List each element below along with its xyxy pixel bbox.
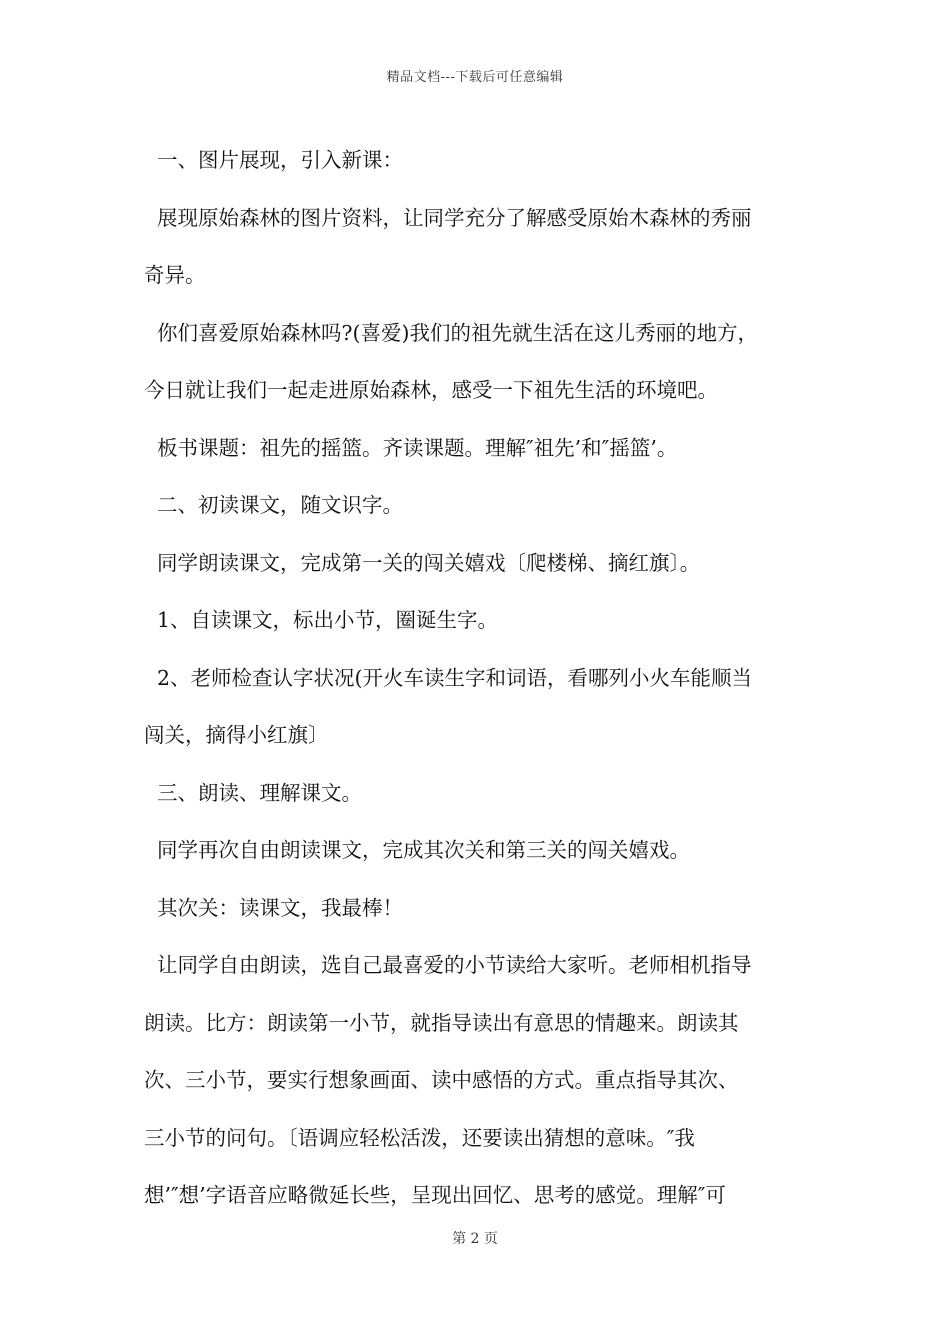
paragraph-2 xyxy=(144,190,812,305)
paragraph-1 xyxy=(144,132,812,190)
text-line: 一、图片展现，引入新课： xyxy=(157,148,403,172)
paragraph-9 xyxy=(144,765,812,823)
text-line: 1、自读课文，标出小节，圈诞生字。 xyxy=(157,608,499,632)
text-line: 你们喜爱原始森林吗?(喜爱)我们的祖先就生活在这儿秀丽的地方， xyxy=(157,320,758,345)
text-line: 朗读。比方：朗读第一小节，就指导读出有意思的情趣来。朗读其 xyxy=(144,1010,739,1035)
text-line: 今日就让我们一起走进原始森林，感受一下祖先生活的环境吧。 xyxy=(144,378,718,402)
text-line: 同学再次自由朗读课文，完成其次关和第三关的闯关嬉戏。 xyxy=(157,838,690,862)
text-line: 2、老师检查认字状况(开火车读生字和词语，看哪列小火车能顺当 xyxy=(157,665,753,690)
paragraph-11 xyxy=(144,880,812,938)
document-body xyxy=(144,132,812,1225)
paragraph-8 xyxy=(144,650,812,765)
page-header: 精品文档---下载后可任意编辑 xyxy=(386,70,564,85)
paragraph-6 xyxy=(144,535,812,593)
text-line: 次、三小节，要实行想象画面、读中感悟的方式。重点指导其次、 xyxy=(144,1068,739,1092)
paragraph-4 xyxy=(144,420,812,478)
text-line: 让同学自由朗读，选自己最喜爱的小节读给大家听。老师相机指导 xyxy=(157,953,752,977)
paragraph-10 xyxy=(144,822,812,880)
text-line: 想’″想’字语音应略微延长些，呈现出回忆、思考的感觉。理解″可 xyxy=(144,1183,726,1207)
text-line: 闯关，摘得小红旗〕 xyxy=(144,723,329,747)
page-footer: 第 2 页 xyxy=(452,1231,498,1247)
paragraph-5 xyxy=(144,477,812,535)
paragraph-3 xyxy=(144,305,812,420)
text-line: 展现原始森林的图片资料，让同学充分了解感受原始木森林的秀丽 xyxy=(157,205,752,230)
text-line: 板书课题：祖先的摇篮。齐读课题。理解″祖先’和″摇篮’。 xyxy=(157,435,678,460)
text-line: 同学朗读课文，完成第一关的闯关嬉戏〔爬楼梯、摘红旗〕。 xyxy=(157,550,701,575)
paragraph-12 xyxy=(144,937,812,1225)
text-line: 奇异。 xyxy=(144,263,206,287)
text-line: 其次关：读课文，我最棒！ xyxy=(157,895,403,920)
text-line: 三小节的问句。〔语调应轻松活泼，还要读出猜想的意味。″我 xyxy=(144,1125,695,1150)
text-line: 三、朗读、理解课文。 xyxy=(157,780,362,805)
text-line: 二、初读课文，随文识字。 xyxy=(157,493,403,517)
paragraph-7 xyxy=(144,592,812,650)
